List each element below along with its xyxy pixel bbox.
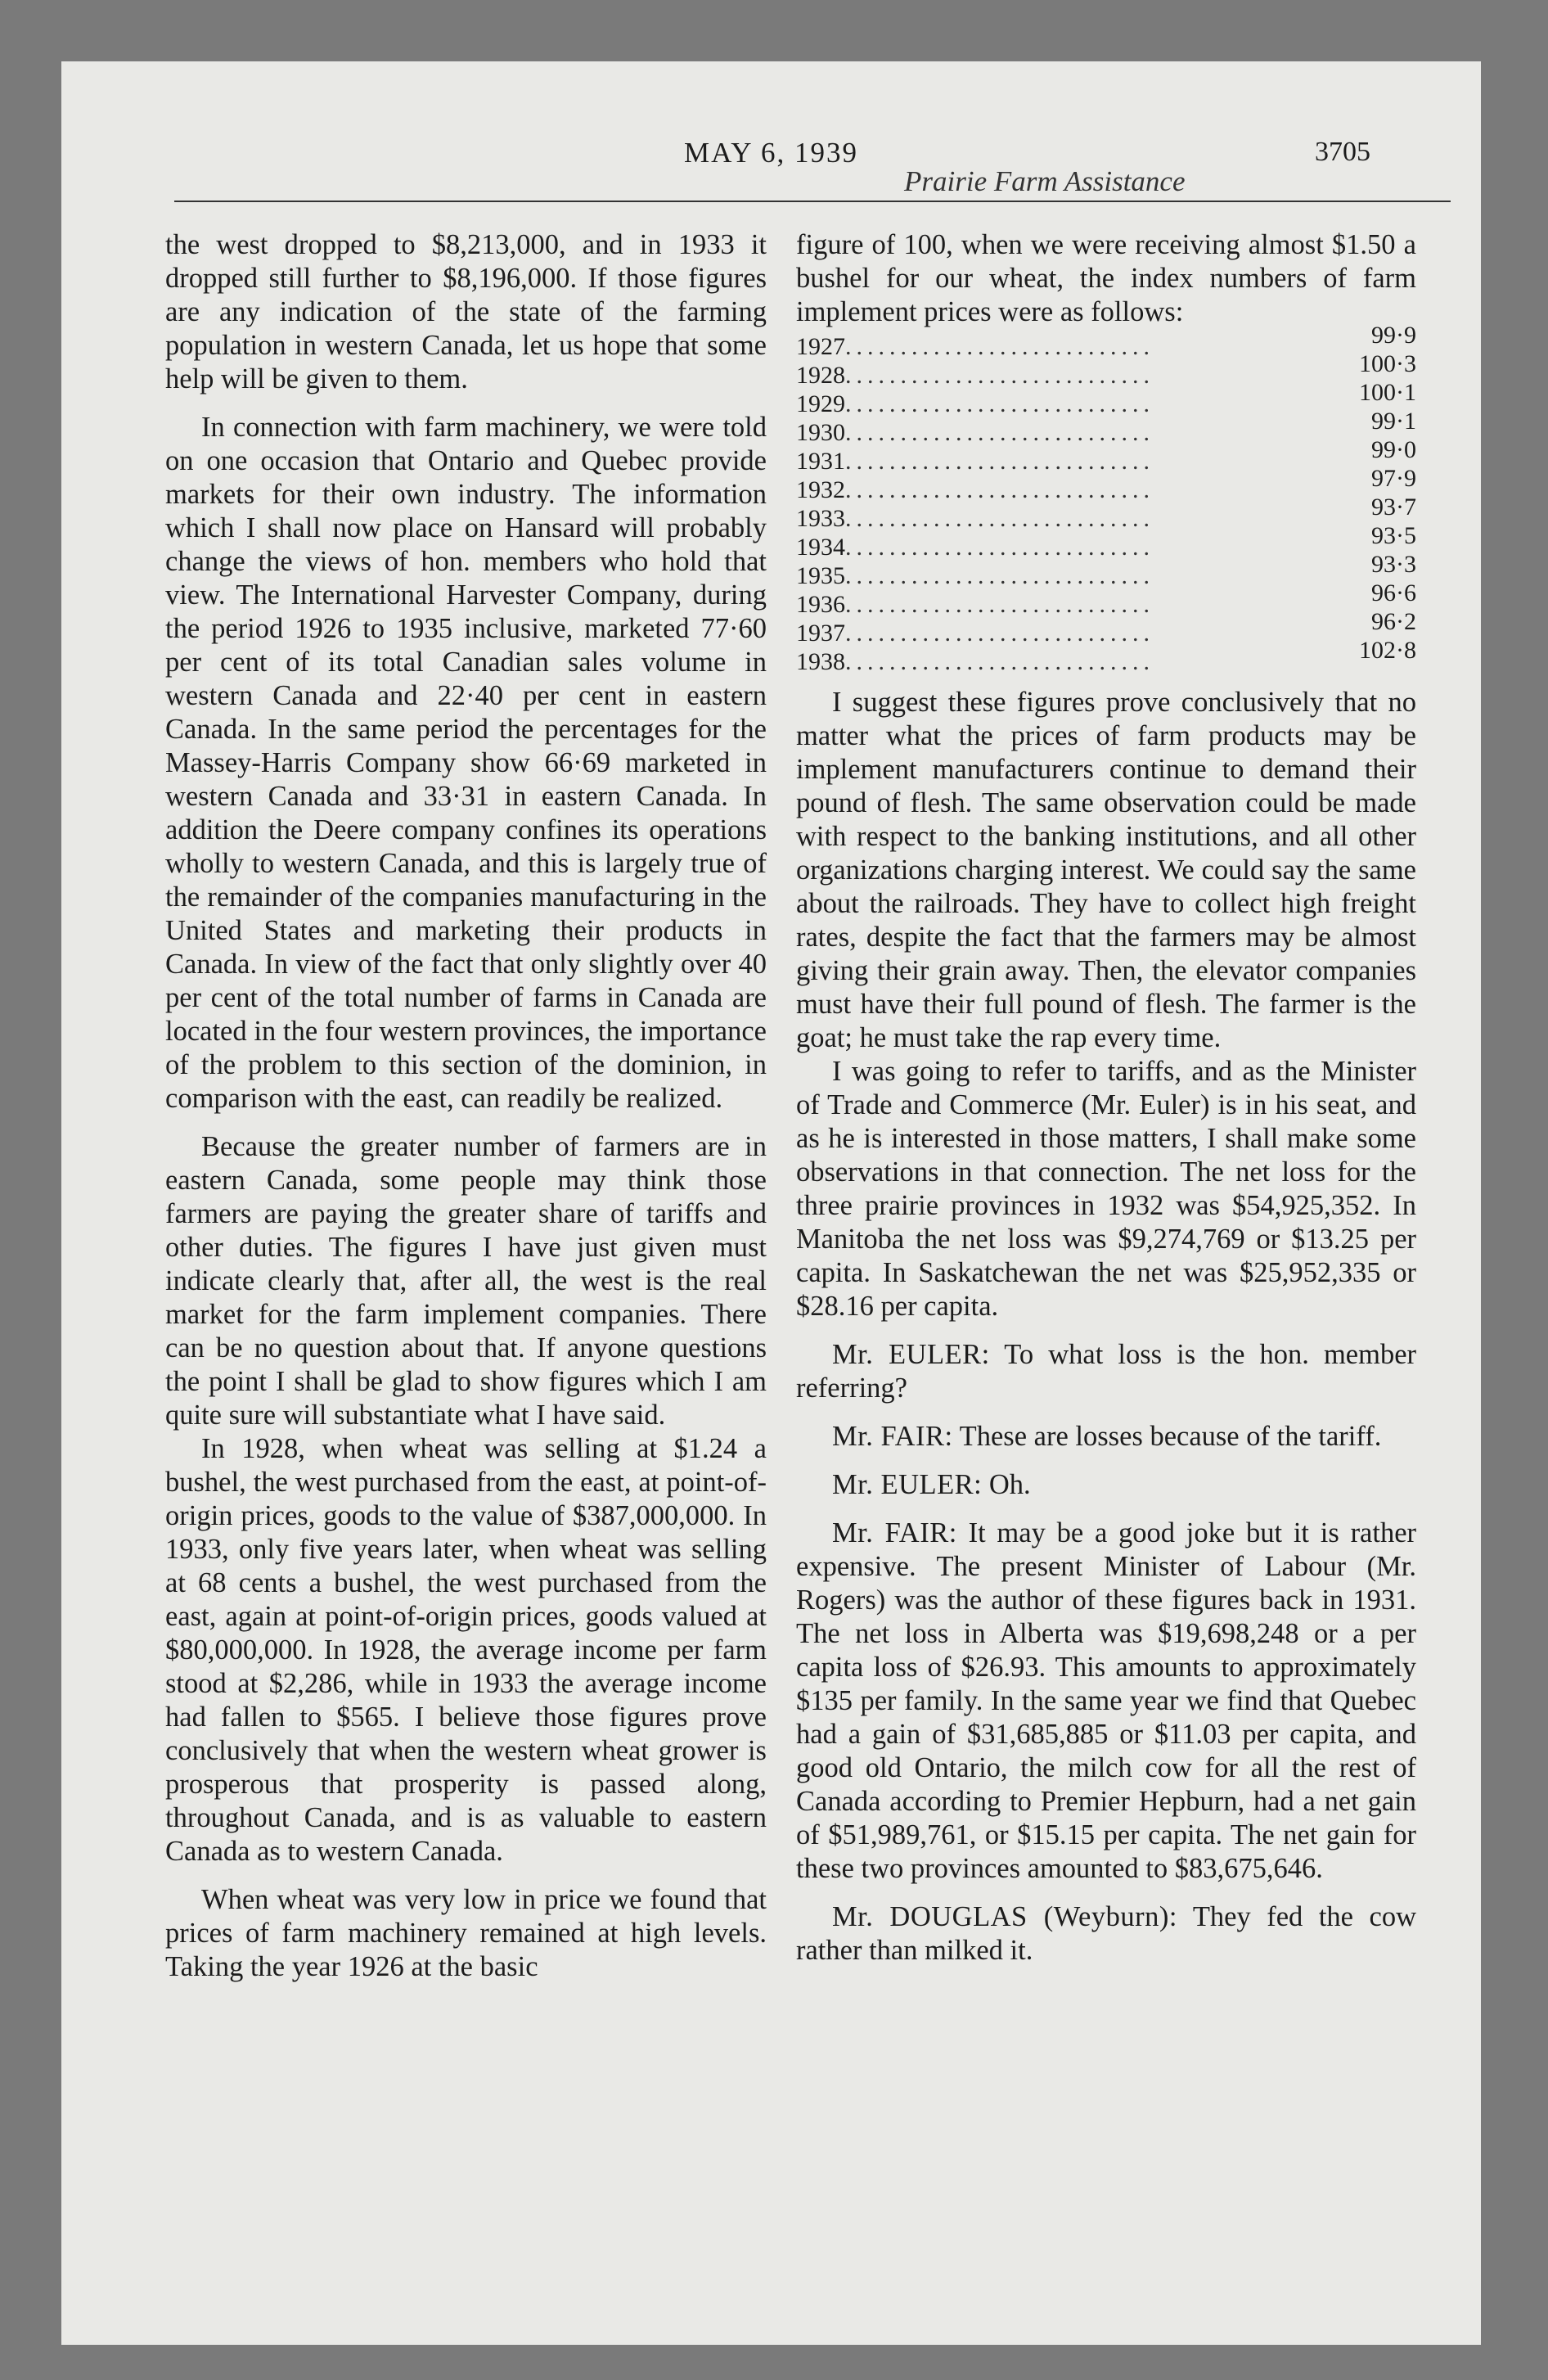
index-year: 1930 — [796, 419, 845, 446]
index-year: 1927 — [796, 333, 845, 360]
index-value: 99·0 — [1371, 436, 1416, 463]
paragraph: Because the greater number of farmers are in eastern Canada, some people may think those farmers are paying the greater share of tariffs and other duties. The figures I have just given must indicate clearly that, after all, the west is the real market for the farm implement companies. There can be no question about that. If anyone questions the point I shall be glad to show figures which I am quite sure will substantiate what I have said. — [165, 1131, 767, 1431]
index-row — [796, 465, 1416, 504]
index-value: 93·7 — [1371, 494, 1416, 521]
index-value: 96·2 — [1371, 608, 1416, 635]
index-year: 1938 — [796, 648, 845, 675]
speaker-line — [796, 1900, 1416, 1968]
index-year: 1935 — [796, 562, 845, 589]
speech-text: Oh. — [988, 1469, 1031, 1500]
leader-dots: ............................ — [845, 591, 1154, 618]
document-page — [61, 61, 1481, 2345]
speaker-line — [796, 1420, 1416, 1454]
leader-dots: ............................ — [845, 476, 1154, 503]
speaker-name: Mr. FAIR: — [832, 1421, 953, 1452]
speech-text: It may be a good joke but it is rather expensive. The present Minister of Labour (Mr. Rogers) was the author of these figures back in 1931. The net loss in Alberta was $19,698,248 or a per capita loss of $26.93. This amounts to approximately $135 per family. In the same year we find that Quebec had a gain of $31,685,885 or $11.03 per capita, and good old Ontario, the milch cow for all the rest of Canada according to Premier Hepburn, had a net gain of $51,989,761, or $15.15 per capita. The net gain for these two provinces amounted to $83,675,646. — [796, 1517, 1417, 1884]
leader-dots: ............................ — [845, 448, 1154, 475]
speech-text: They fed the cow rather than milked it. — [796, 1901, 1416, 1966]
paragraph: the west dropped to $8,213,000, and in 1933 it dropped still further to $8,196,000. If those figures are any indication of the state of the farming population in western Canada, let us hope that some help will be given to them. — [165, 229, 767, 394]
speaker-name: Mr. FAIR: — [832, 1517, 957, 1548]
index-row — [796, 494, 1416, 533]
index-row — [796, 350, 1416, 390]
speech-text: These are losses because of the tariff. — [959, 1421, 1382, 1452]
index-year: 1934 — [796, 534, 845, 561]
header-rule — [174, 201, 1451, 202]
index-year: 1937 — [796, 620, 845, 647]
leader-dots: ............................ — [845, 562, 1154, 589]
paragraph: figure of 100, when we were receiving almost $1.50 a bushel for our wheat, the index numbers of farm implement prices were as follows: — [796, 229, 1416, 327]
index-value: 93·3 — [1371, 551, 1416, 578]
index-year: 1933 — [796, 505, 845, 532]
right-column — [796, 228, 1416, 1968]
header-section-title: Prairie Farm Assistance — [904, 165, 1186, 197]
speaker-name: Mr. EULER: — [832, 1339, 990, 1370]
speaker-line — [796, 1338, 1416, 1405]
index-row — [796, 408, 1416, 447]
speaker-line — [796, 1468, 1416, 1502]
index-row — [796, 551, 1416, 590]
index-value: 100·1 — [1359, 379, 1416, 406]
paragraph: I was going to refer to tariffs, and as the Minister of Trade and Commerce (Mr. Euler) is in his seat, and as he is interested in those matters, I shall make some observations in that connection. The net loss for the three prairie provinces in 1932 was $54,925,352. In Manitoba the net loss was $9,274,769 or $13.25 per capita. In Saskatchewan the net was $25,952,335 or $28.16 per capita. — [796, 1056, 1416, 1322]
index-year: 1928 — [796, 362, 845, 389]
index-year: 1929 — [796, 390, 845, 417]
index-year: 1931 — [796, 448, 845, 475]
speaker-name: Mr. EULER: — [832, 1469, 983, 1500]
leader-dots: ............................ — [845, 419, 1154, 446]
index-row — [796, 522, 1416, 561]
paragraph: When wheat was very low in price we found that prices of farm machinery remained at high levels. Taking the year 1926 at the basic — [165, 1884, 767, 1982]
index-row — [796, 379, 1416, 418]
paragraph: I suggest these figures prove conclusively that no matter what the prices of farm products may be implement manufacturers continue to demand their pound of flesh. The same observation could be made with respect to the banking institutions, and all other organizations charging interest. We could say the same about the railroads. They have to collect high freight rates, despite the fact that the farmers may be almost giving their grain away. Then, the elevator companies must have their full pound of flesh. The farmer is the goat; he must take the rap every time. — [796, 687, 1416, 1053]
header-page-number: 3705 — [1315, 137, 1370, 167]
index-value: 102·8 — [1359, 637, 1416, 664]
speech-text: To what loss is the hon. member referring? — [796, 1339, 1416, 1404]
speaker-name: Mr. DOUGLAS (Weyburn): — [832, 1901, 1177, 1932]
leader-dots: ............................ — [845, 534, 1154, 561]
speaker-line — [796, 1517, 1416, 1886]
index-year: 1936 — [796, 591, 845, 618]
index-row — [796, 322, 1416, 361]
index-year: 1932 — [796, 476, 845, 503]
price-index-table — [796, 322, 1416, 676]
index-value: 99·9 — [1371, 322, 1416, 349]
index-value: 96·6 — [1371, 579, 1416, 606]
leader-dots: ............................ — [845, 620, 1154, 647]
leader-dots: ............................ — [845, 390, 1154, 417]
index-value: 93·5 — [1371, 522, 1416, 549]
paragraph: In 1928, when wheat was selling at $1.24 a bushel, the west purchased from the east, at point-of-origin prices, goods to the value of $387,000,000. In 1933, only five years later, when wheat was selling at 68 cents a bushel, the west purchased from the east, again at point-of-origin prices, goods valued at $80,000,000. In 1928, the average income per farm stood at $2,286, while in 1933 the average income had fallen to $565. I believe those figures prove conclusively that when the western wheat grower is prosperous that prosperity is passed along, throughout Canada, and is as valuable to eastern Canada as to western Canada. — [165, 1433, 767, 1867]
paragraph: In connection with farm machinery, we were told on one occasion that Ontario and Quebec provide markets for their own industry. The information which I shall now place on Hansard will probably change the views of hon. members who hold that view. The International Harvester Company, during the period 1926 to 1935 inclusive, marketed 77·60 per cent of its total Canadian sales volume in western Canada and 22·40 per cent in eastern Canada. In the same period the percentages for the Massey-Harris Company show 66·69 marketed in western Canada and 33·31 in eastern Canada. In addition the Deere company confines its operations wholly to western Canada, and this is largely true of the remainder of the companies manufacturing in the United States and marketing their products in Canada. In view of the fact that only slightly over 40 per cent of the total number of farms in Canada are located in the four western provinces, the importance of the problem to this section of the dominion, in comparison with the east, can readily be realized. — [165, 412, 767, 1114]
index-value: 100·3 — [1359, 350, 1416, 377]
leader-dots: ............................ — [845, 505, 1154, 532]
index-value: 99·1 — [1371, 408, 1416, 435]
index-row — [796, 436, 1416, 476]
header-date: MAY 6, 1939 — [684, 137, 858, 169]
index-row — [796, 637, 1416, 676]
index-row — [796, 608, 1416, 647]
page-header — [61, 61, 1481, 209]
index-value: 97·9 — [1371, 465, 1416, 492]
leader-dots: ............................ — [845, 333, 1154, 360]
leader-dots: ............................ — [845, 648, 1154, 675]
index-row — [796, 579, 1416, 619]
leader-dots: ............................ — [845, 362, 1154, 389]
left-column — [165, 228, 767, 1984]
